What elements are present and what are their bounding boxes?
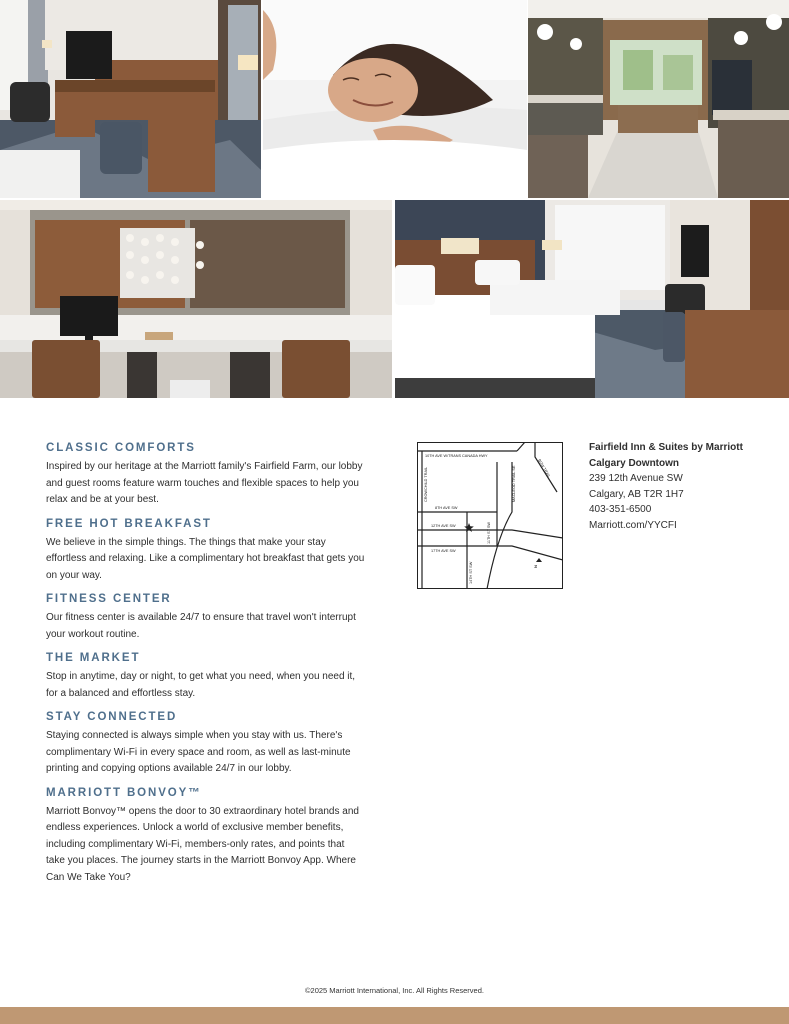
feature-the-market — [46, 651, 366, 702]
hotel-address-city: Calgary, AB T2R 1H7 — [589, 488, 684, 500]
photo-woman-sleeping — [263, 0, 527, 198]
feature-title: FREE HOT BREAKFAST — [46, 517, 212, 530]
map-label-12th: 12TH AVE SW — [431, 524, 456, 528]
feature-body: We believe in the simple things. The things that make your stay effortless and relaxing. Like a complimentary hot breakfast that gets you on your way. — [46, 536, 365, 581]
feature-title: FITNESS CENTER — [46, 593, 172, 605]
feature-fitness-center — [46, 592, 366, 643]
hotel-website-link[interactable]: Marriott.com/YYCFI — [589, 519, 677, 531]
footer-bar — [0, 1007, 789, 1024]
feature-title: STAY CONNECTED — [46, 711, 178, 723]
map-label-macleod: MACLEOD TRAIL SE — [512, 465, 516, 502]
location-map — [417, 442, 563, 589]
feature-classic-comforts — [46, 441, 366, 509]
features-section — [46, 441, 366, 894]
map-label-14th: 14TH ST SW — [469, 561, 473, 584]
feature-body: Stop in anytime, day or night, to get what you need, when you need it, for a balanced and effortless stay. — [46, 671, 356, 699]
feature-title: THE MARKET — [46, 652, 141, 664]
copyright-notice: ©2025 Marriott International, Inc. All Rights Reserved. — [305, 986, 484, 995]
map-label-bow: BOW TRAIL — [537, 458, 552, 479]
hotel-phone[interactable]: 403-351-6500 — [589, 504, 652, 515]
hotel-contact-block — [589, 440, 779, 533]
feature-body: Marriott Bonvoy™ opens the door to 30 extraordinary hotel brands and endless experiences. Unlock a world of exclusive member benefits, including complimentary Wi-Fi, members-only rates, and points that take you places. The journey starts in the Marriott Bonvoy App. Where Can We Take You? — [46, 805, 359, 883]
feature-marriott-bonvoy — [46, 786, 366, 887]
hotel-address-street: 239 12th Avenue SW — [589, 473, 683, 484]
feature-title: MARRIOTT BONVOY™ — [46, 786, 202, 799]
feature-body: Staying connected is always simple when you stay with us. There's complimentary Wi-Fi in every space and room, as well as last-minute printing and copying options available 24/7 in our lobby. — [46, 730, 351, 774]
map-label-11th: 11TH ST SW — [487, 521, 491, 544]
photo-lobby-workspace — [0, 200, 392, 398]
feature-title: CLASSIC COMFORTS — [46, 442, 196, 454]
hotel-name: Fairfield Inn & Suites by Marriott — [589, 442, 743, 453]
photo-guest-room-desk — [0, 0, 261, 198]
hotel-name-location: Calgary Downtown — [589, 457, 680, 469]
map-label-north: N — [533, 565, 538, 568]
feature-stay-connected — [46, 710, 366, 778]
map-label-17th: 17TH AVE SW — [431, 549, 456, 553]
photo-double-queen-room — [395, 200, 789, 398]
feature-body: Our fitness center is available 24/7 to ensure that travel won't interrupt your workout routine. — [46, 612, 356, 640]
map-label-8th: 8TH AVE SW — [435, 506, 458, 510]
map-label-hwy: 10TH AVE W/TRANS CANADA HWY — [425, 454, 488, 458]
feature-free-hot-breakfast — [46, 517, 366, 585]
photo-breakfast-area — [528, 0, 789, 198]
map-label-crowchild: CROWCHILD TRAIL — [424, 466, 428, 502]
feature-body: Inspired by our heritage at the Marriott family's Fairfield Farm, our lobby and guest rooms feature warm touches and flexible spaces to help you relax and be at your best. — [46, 461, 363, 505]
